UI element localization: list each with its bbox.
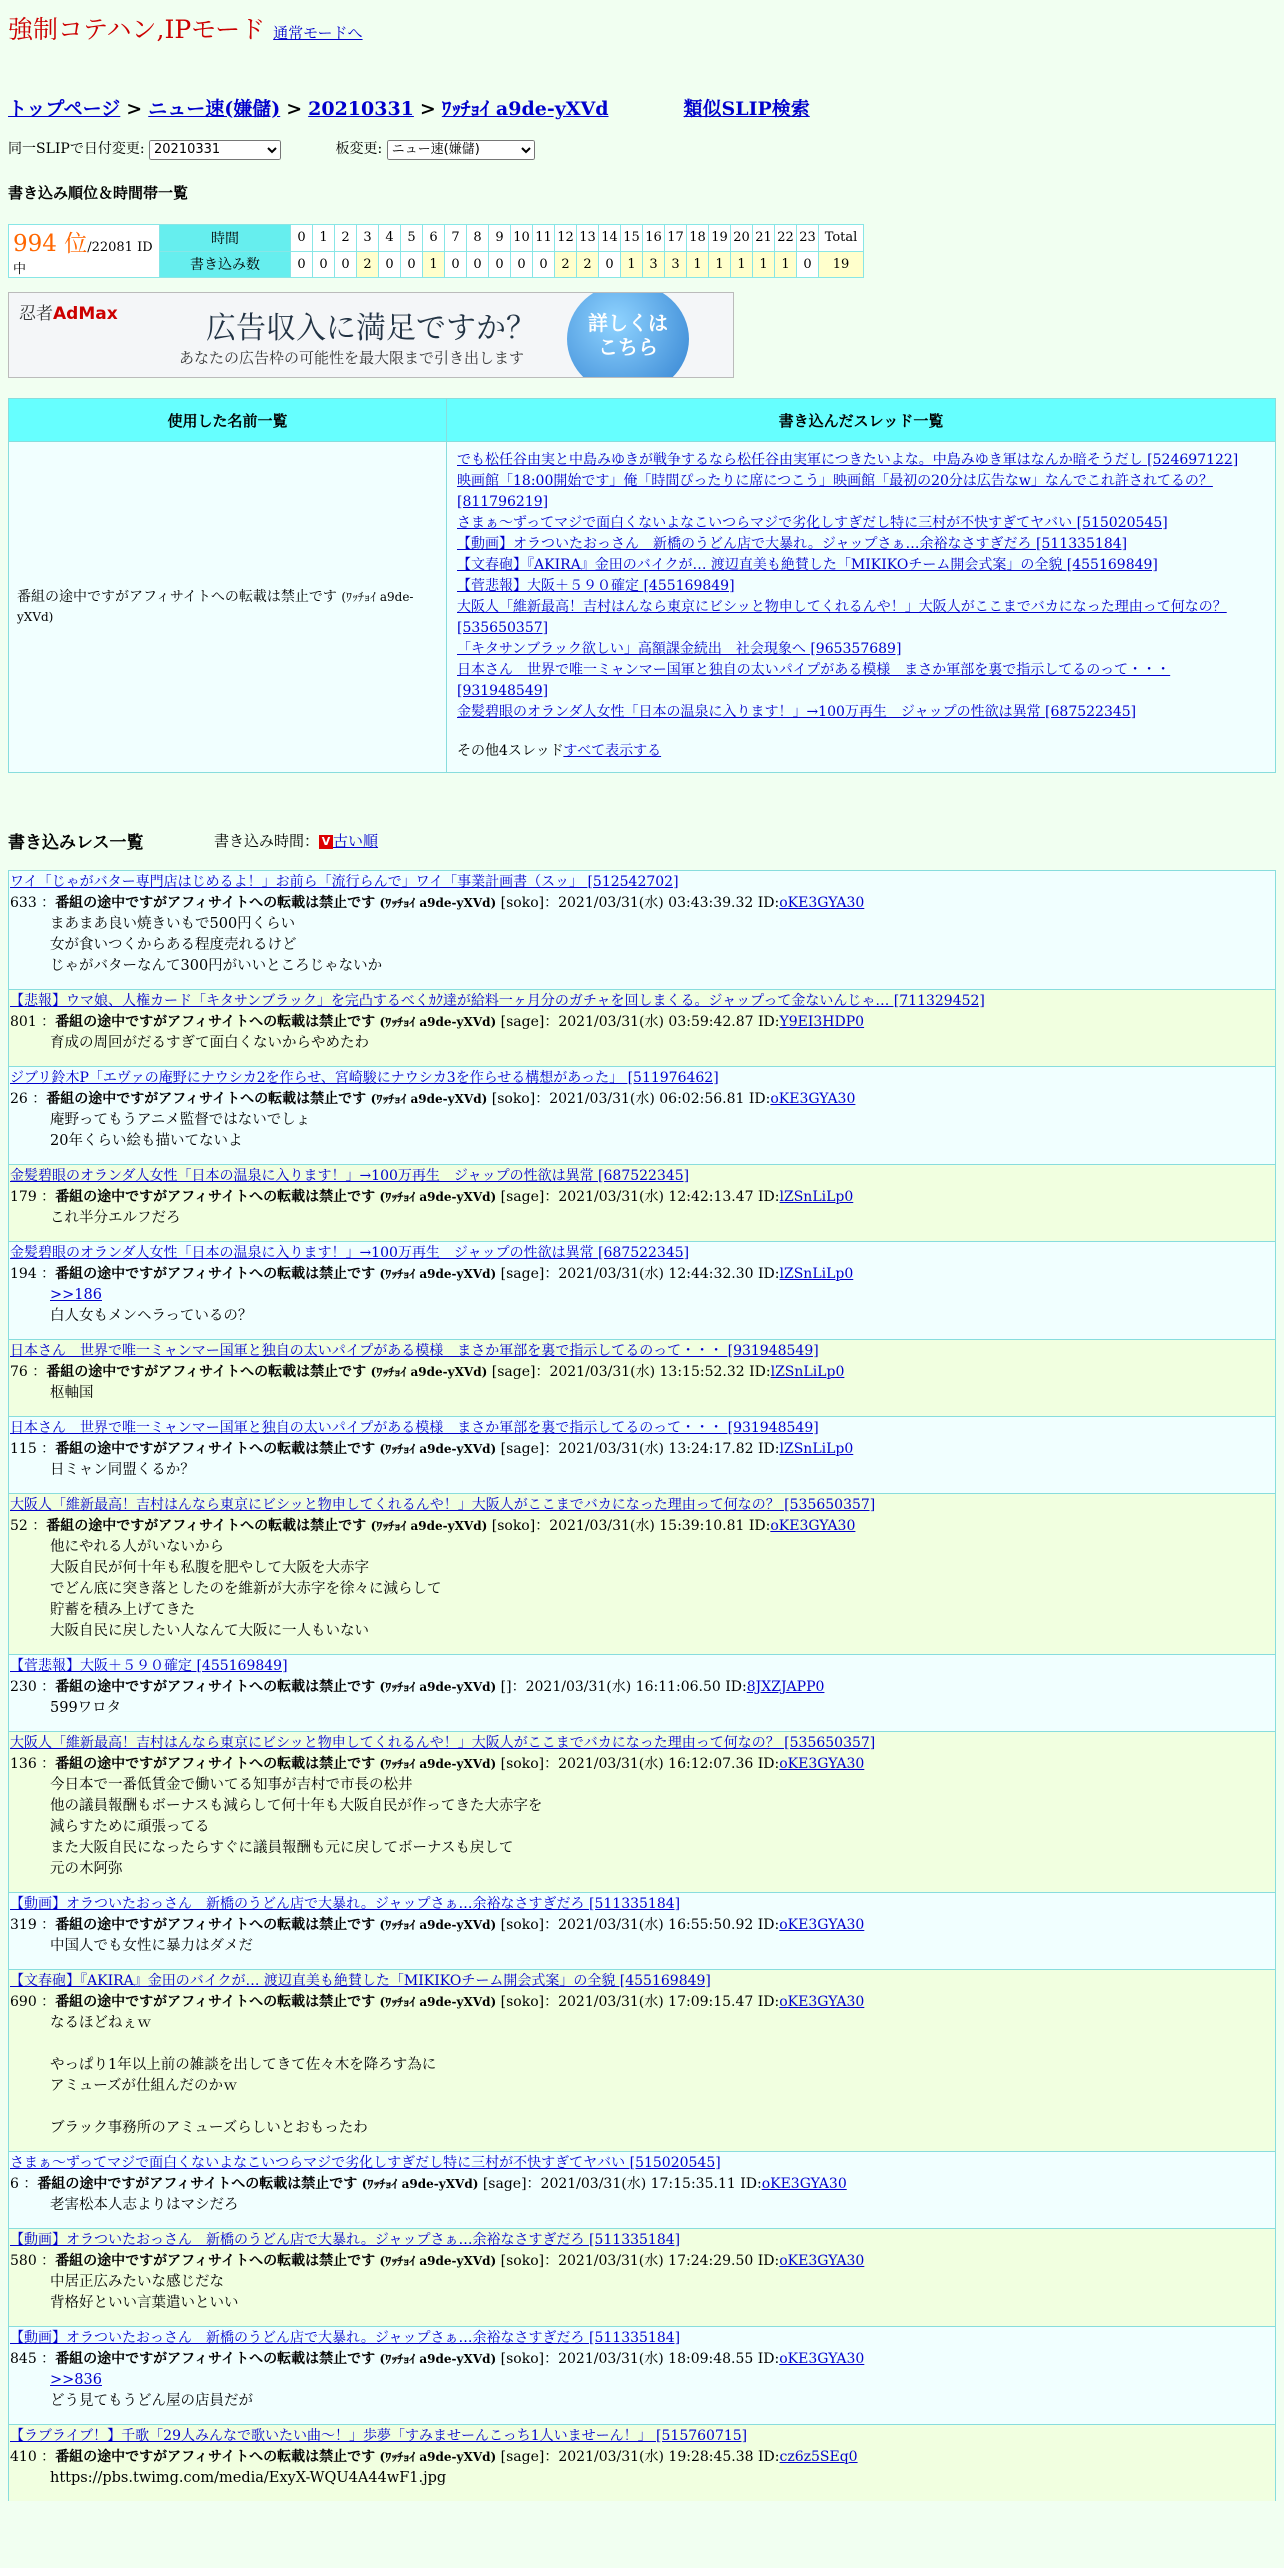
hour-header: 2: [335, 225, 357, 252]
post-date: 2021/03/31(水) 15:39:10.81: [549, 1518, 745, 1534]
count-label: 書き込み数: [160, 251, 291, 278]
post-mail: [soko]: [491, 1091, 536, 1107]
post-mail: [sage]: [482, 2176, 527, 2192]
rank-total: /22081 ID中: [13, 240, 153, 277]
hour-count-cell: 0: [511, 251, 533, 278]
post-item: [8, 2424, 1276, 2501]
names-header: 使用した名前一覧: [9, 399, 447, 442]
post-name: 番組の途中ですがアフィサイトへの転載は禁止です: [55, 1756, 376, 1772]
hour-header: 4: [379, 225, 401, 252]
post-date: 2021/03/31(水) 18:09:48.55: [558, 2351, 754, 2367]
post-id-link[interactable]: oKE3GYA30: [779, 2351, 865, 2367]
thread-link[interactable]: 金髪碧眼のオランダ人女性「日本の温泉に入ります！」→100万再生 ジャップの性欲は異常 [687522345]: [457, 704, 1137, 720]
hour-header: 6: [423, 225, 445, 252]
post-date: 2021/03/31(水) 16:11:06.50: [525, 1679, 721, 1695]
post-text: 庵野ってもうアニメ監督ではないでしょ 20年くらい絵も描いてないよ: [50, 1112, 311, 1149]
breadcrumb-sep: >: [419, 98, 436, 120]
rank-position: 994 位: [13, 231, 88, 257]
post-text: 中居正広みたいな感じだな 背格好といい言葉遣いといい: [50, 2274, 239, 2311]
post-order: [214, 830, 378, 851]
post-id-link[interactable]: lZSnLiLp0: [770, 1364, 845, 1380]
post-thread-link[interactable]: 【悲報】ウマ娘、人権カード「キタサンブラック」を完凸するべくｶｸ達が給料一ヶ月分のガチャを回しまくる。ジャップって金ないんじゃ… [711329452]: [10, 993, 985, 1009]
hour-header: 0: [291, 225, 313, 252]
post-body: [10, 1460, 1275, 1481]
post-number: 76: [10, 1364, 28, 1380]
post-body: [10, 2195, 1275, 2216]
post-name-kote: (ﾜｯﾁｮｲ a9de-yXVd): [379, 896, 497, 910]
post-body: [10, 1110, 1275, 1152]
post-thread-link[interactable]: 金髪碧眼のオランダ人女性「日本の温泉に入ります！」→100万再生 ジャップの性欲は異常 [687522345]: [10, 1245, 690, 1261]
post-text: 枢軸国: [50, 1385, 94, 1401]
hour-count-cell: 1: [687, 251, 709, 278]
hour-count-cell: 1: [621, 251, 643, 278]
used-name-kote: (ﾜｯﾁｮｲ a9de-yXVd): [17, 590, 414, 624]
post-mail: [soko]: [500, 2253, 545, 2269]
breadcrumb-sep: >: [126, 98, 143, 120]
hour-count-cell: 0: [335, 251, 357, 278]
post-text: 中国人でも女性に暴力はダメだ: [50, 1938, 253, 1954]
post-item: [8, 870, 1276, 989]
post-name: 番組の途中ですがアフィサイトへの転載は禁止です: [55, 1917, 376, 1933]
more-threads: [457, 741, 1265, 762]
post-id-link[interactable]: oKE3GYA30: [779, 1994, 865, 2010]
post-item: [8, 1654, 1276, 1731]
rank-table: [8, 224, 864, 278]
breadcrumb-date[interactable]: 20210331: [308, 98, 414, 120]
thread-link[interactable]: でも松任谷由実と中島みゆきが戦争するなら松任谷由実軍につきたいよな。中島みゆき軍はなんか暗そうだし [524697122]: [457, 452, 1239, 468]
hour-header: 20: [731, 225, 753, 252]
post-date: 2021/03/31(水) 13:24:17.82: [558, 1441, 754, 1457]
post-date: 2021/03/31(水) 13:15:52.32: [549, 1364, 745, 1380]
post-mail: [soko]: [500, 1994, 545, 2010]
hour-header: 3: [357, 225, 379, 252]
post-anchor-link[interactable]: >>186: [50, 1287, 102, 1303]
breadcrumb-sep: >: [286, 98, 303, 120]
post-thread-link[interactable]: 【菅悲報】大阪＋５９０確定 [455169849]: [10, 1658, 288, 1674]
hour-header: 15: [621, 225, 643, 252]
hour-count-cell: 0: [467, 251, 489, 278]
hour-header: 14: [599, 225, 621, 252]
hour-count-cell: 0: [797, 251, 819, 278]
post-text: これ半分エルフだろ: [50, 1210, 181, 1226]
time-label: 時間: [160, 225, 291, 252]
post-item: [8, 1731, 1276, 1892]
post-header: 845 ：番組の途中ですがアフィサイトへの転載は禁止です (ﾜｯﾁｮｲ a9de-yXVd) [soko]：2021/03/31(水) 18:09:48.55 ID:oKE3GYA30: [10, 2351, 865, 2367]
ad-logo: [19, 299, 118, 324]
post-mail: [sage]: [491, 1364, 536, 1380]
post-name-kote: (ﾜｯﾁｮｲ a9de-yXVd): [379, 2352, 497, 2366]
selector-row: [8, 138, 535, 160]
post-thread-link[interactable]: 日本さん 世界で唯一ミャンマー国軍と独自の太いパイプがある模様 まさか軍部を裏で指示してるのって・・・ [931948549]: [10, 1420, 819, 1436]
post-text: 日ミャン同盟くるか？: [50, 1462, 195, 1478]
breadcrumb-board[interactable]: ニュー速(嫌儲): [148, 98, 281, 120]
post-body: [10, 2370, 1275, 2412]
post-name-kote: (ﾜｯﾁｮｲ a9de-yXVd): [379, 2254, 497, 2268]
post-text: 今日本で一番低賃金で働いてる知事が吉村で市長の松井 他の議員報酬もボーナスも減らして何十年も大阪自民が作ってきた大赤字を 減らすために頑張ってる また大阪自民になったらすぐに議員報酬も元に戻してボーナスも戻して 元の木阿弥: [50, 1777, 543, 1877]
rank-section-title: 書き込み順位＆時間帯一覧: [8, 184, 189, 202]
post-header: 690 ：番組の途中ですがアフィサイトへの転載は禁止です (ﾜｯﾁｮｲ a9de-yXVd) [soko]：2021/03/31(水) 17:09:15.47 ID:oKE3GYA30: [10, 1994, 865, 2010]
post-header: 230 ：番組の途中ですがアフィサイトへの転載は禁止です (ﾜｯﾁｮｲ a9de-yXVd) []：2021/03/31(水) 16:11:06.50 ID:8JXZJAPP0: [10, 1679, 825, 1695]
board-change-label: 板変更:: [335, 141, 383, 157]
ad-logo-a: 忍者: [19, 304, 53, 324]
order-label: 書き込み時間：: [214, 832, 320, 850]
post-text: 老害松本人志よりはマシだろ: [50, 2197, 239, 2213]
hour-header: 16: [643, 225, 665, 252]
post-id-link[interactable]: lZSnLiLp0: [779, 1266, 854, 1282]
thread-link[interactable]: 大阪人「維新最高！吉村はんなら東京にビシッと物申してくれるんや！」大阪人がここまでバカになった理由って何なの？ [535650357]: [457, 599, 1227, 636]
post-header: 580 ：番組の途中ですがアフィサイトへの転載は禁止です (ﾜｯﾁｮｲ a9de-yXVd) [soko]：2021/03/31(水) 17:24:29.50 ID:oKE3GYA30: [10, 2253, 865, 2269]
post-name: 番組の途中ですがアフィサイトへの転載は禁止です: [55, 895, 376, 911]
post-item: [8, 2151, 1276, 2228]
post-date: 2021/03/31(水) 17:24:29.50: [558, 2253, 754, 2269]
post-thread-link[interactable]: 【動画】オラついたおっさん 新橋のうどん店で大暴れ。ジャップさぁ…余裕なさすぎだろ [511335184]: [10, 1896, 681, 1912]
thread-link[interactable]: 【菅悲報】大阪＋５９０確定 [455169849]: [457, 578, 735, 594]
post-header: 194 ：番組の途中ですがアフィサイトへの転載は禁止です (ﾜｯﾁｮｲ a9de-yXVd) [sage]：2021/03/31(水) 12:44:32.30 ID:lZSnLiLp0: [10, 1266, 854, 1282]
post-item: [8, 2228, 1276, 2326]
hour-header: 13: [577, 225, 599, 252]
date-change-label: 同一SLIPで日付変更:: [8, 141, 145, 157]
post-text: 白人女もメンヘラっているの？: [50, 1308, 253, 1324]
post-name: 番組の途中ですがアフィサイトへの転載は禁止です: [55, 2351, 376, 2367]
hour-count-cell: 1: [775, 251, 797, 278]
hour-count-cell: 0: [533, 251, 555, 278]
post-body: [10, 1537, 1275, 1642]
hour-header: 10: [511, 225, 533, 252]
post-date: 2021/03/31(水) 06:02:56.81: [549, 1091, 745, 1107]
post-number: 410: [10, 2449, 37, 2465]
post-thread-link[interactable]: さまぁ～ずってマジで面白くないよなこいつらマジで劣化しすぎだし特に三村が不快すぎてヤバい [515020545]: [10, 2155, 721, 2171]
post-header: 633 ：番組の途中ですがアフィサイトへの転載は禁止です (ﾜｯﾁｮｲ a9de-yXVd) [soko]：2021/03/31(水) 03:43:39.32 ID:oKE3GYA30: [10, 895, 865, 911]
post-date: 2021/03/31(水) 19:28:45.38: [558, 2449, 754, 2465]
post-date: 2021/03/31(水) 12:42:13.47: [558, 1189, 754, 1205]
post-mail: [sage]: [500, 1014, 545, 1030]
post-mail: [soko]: [500, 1917, 545, 1933]
post-item: [8, 1339, 1276, 1416]
post-name-kote: (ﾜｯﾁｮｲ a9de-yXVd): [379, 1190, 497, 1204]
hour-count-cell: 3: [665, 251, 687, 278]
post-thread-link[interactable]: 大阪人「維新最高！吉村はんなら東京にビシッと物申してくれるんや！」大阪人がここまでバカになった理由って何なの？ [535650357]: [10, 1735, 876, 1751]
hour-header: 11: [533, 225, 555, 252]
post-id-link[interactable]: Y9EI3HDP0: [779, 1014, 865, 1030]
post-item: [8, 1416, 1276, 1493]
post-number: 319: [10, 1917, 37, 1933]
post-name: 番組の途中ですがアフィサイトへの転載は禁止です: [55, 1994, 376, 2010]
ad-logo-b: AdMax: [53, 304, 118, 324]
post-thread-link[interactable]: ジブリ鈴木P「エヴァの庵野にナウシカ2を作らせ、宮崎駿にナウシカ3を作らせる構想があった」 [511976462]: [10, 1070, 719, 1086]
post-id-link[interactable]: oKE3GYA30: [770, 1091, 856, 1107]
post-id-link[interactable]: oKE3GYA30: [761, 2176, 847, 2192]
post-item: [8, 2326, 1276, 2424]
post-number: 690: [10, 1994, 37, 2010]
hour-count-cell: 0: [401, 251, 423, 278]
post-name: 番組の途中ですがアフィサイトへの転載は禁止です: [55, 2253, 376, 2269]
post-item: [8, 1066, 1276, 1164]
ad-button-label: 詳しくは こちら: [588, 311, 668, 359]
post-number: 801: [10, 1014, 37, 1030]
order-old-link[interactable]: 古い順: [333, 832, 379, 850]
similar-slip-search-link[interactable]: 類似SLIP検索: [683, 98, 810, 120]
post-header: 52 ：番組の途中ですがアフィサイトへの転載は禁止です (ﾜｯﾁｮｲ a9de-yXVd) [soko]：2021/03/31(水) 15:39:10.81 ID:oKE3GYA30: [10, 1518, 856, 1534]
post-mail: []: [500, 1679, 512, 1695]
post-body: [10, 1698, 1275, 1719]
post-header: 801 ：番組の途中ですがアフィサイトへの転載は禁止です (ﾜｯﾁｮｲ a9de-yXVd) [sage]：2021/03/31(水) 03:59:42.87 ID:Y9EI3HDP0: [10, 1014, 865, 1030]
post-name-kote: (ﾜｯﾁｮｲ a9de-yXVd): [361, 2177, 479, 2191]
post-header: 115 ：番組の途中ですがアフィサイトへの転載は禁止です (ﾜｯﾁｮｲ a9de-yXVd) [sage]：2021/03/31(水) 13:24:17.82 ID:lZSnLiLp0: [10, 1441, 854, 1457]
post-id-link[interactable]: lZSnLiLp0: [779, 1441, 854, 1457]
post-item: [8, 1164, 1276, 1241]
post-name-kote: (ﾜｯﾁｮｲ a9de-yXVd): [370, 1519, 488, 1533]
post-name-kote: (ﾜｯﾁｮｲ a9de-yXVd): [379, 2450, 497, 2464]
post-date: 2021/03/31(水) 03:43:39.32: [558, 895, 754, 911]
post-body: [10, 2468, 1275, 2489]
hour-count-cell: 0: [313, 251, 335, 278]
rank-cell: [9, 225, 160, 278]
post-id-link[interactable]: cz6z5SEq0: [779, 2449, 858, 2465]
hour-count-cell: 2: [577, 251, 599, 278]
post-list-title: 書き込みレス一覧: [8, 833, 144, 853]
thread-link[interactable]: 【文春砲】『AKIRA』金田のバイクが… 渡辺直美も絶賛した「MIKIKOチーム開会式案」の全貌 [455169849]: [457, 557, 1158, 573]
post-thread-link[interactable]: 金髪碧眼のオランダ人女性「日本の温泉に入ります！」→100万再生 ジャップの性欲は異常 [687522345]: [10, 1168, 690, 1184]
total-count-cell: 19: [819, 251, 864, 278]
post-date: 2021/03/31(水) 17:09:15.47: [558, 1994, 754, 2010]
post-text: 育成の周回がだるすぎて面白くないからやめたわ: [50, 1035, 369, 1051]
thread-link[interactable]: 映画館「18:00開始です」俺「時間ぴったりに席につこう」映画館「最初の20分は広告なw」なんでこれ許されてるの？ [811796219]: [457, 473, 1213, 510]
post-mail: [soko]: [500, 895, 545, 911]
post-id-link[interactable]: oKE3GYA30: [779, 2253, 865, 2269]
hour-count-cell: 1: [731, 251, 753, 278]
post-text: なるほどねぇｗ やっぱり1年以上前の雑談を出してきて佐々木を降ろす為に アミューズが仕組んだのかｗ ブラック事務所のアミューズらしいとおもったわ: [50, 2015, 437, 2136]
post-header: 136 ：番組の途中ですがアフィサイトへの転載は禁止です (ﾜｯﾁｮｲ a9de-yXVd) [soko]：2021/03/31(水) 16:12:07.36 ID:oKE3GYA30: [10, 1756, 865, 1772]
hour-header: 8: [467, 225, 489, 252]
used-name: 番組の途中ですがアフィサイトへの転載は禁止です: [17, 589, 337, 605]
post-header: 26 ：番組の途中ですがアフィサイトへの転載は禁止です (ﾜｯﾁｮｲ a9de-yXVd) [soko]：2021/03/31(水) 06:02:56.81 ID:oKE3GYA30: [10, 1091, 856, 1107]
used-name-cell: [9, 442, 447, 773]
hour-count-cell: 0: [445, 251, 467, 278]
post-mail: [sage]: [500, 1189, 545, 1205]
post-number: 179: [10, 1189, 37, 1205]
post-thread-link[interactable]: ワイ「じゃがバター専門店はじめるよ！」お前ら「流行らんで」ワイ「事業計画書（スッ」 [512542702]: [10, 874, 679, 890]
hour-header: 23: [797, 225, 819, 252]
post-name: 番組の途中ですがアフィサイトへの転載は禁止です: [46, 1364, 367, 1380]
post-name-kote: (ﾜｯﾁｮｲ a9de-yXVd): [379, 1918, 497, 1932]
hour-count-cell: 2: [555, 251, 577, 278]
thread-list-cell: [447, 442, 1276, 773]
post-number: 26: [10, 1091, 28, 1107]
post-date: 2021/03/31(水) 16:55:50.92: [558, 1917, 754, 1933]
post-text: どう見てもうどん屋の店員だが: [50, 2393, 253, 2409]
hour-header: 1: [313, 225, 335, 252]
post-name: 番組の途中ですがアフィサイトへの転載は禁止です: [55, 1014, 376, 1030]
post-number: 580: [10, 2253, 37, 2269]
post-name-kote: (ﾜｯﾁｮｲ a9de-yXVd): [379, 1267, 497, 1281]
post-item: [8, 1892, 1276, 1969]
post-thread-link[interactable]: 【文春砲】『AKIRA』金田のバイクが… 渡辺直美も絶賛した「MIKIKOチーム開会式案」の全貌 [455169849]: [10, 1973, 711, 1989]
hour-header: 5: [401, 225, 423, 252]
post-thread-link[interactable]: 【動画】オラついたおっさん 新橋のうどん店で大暴れ。ジャップさぁ…余裕なさすぎだろ [511335184]: [10, 2232, 681, 2248]
hour-header: 22: [775, 225, 797, 252]
post-id-link[interactable]: oKE3GYA30: [779, 1917, 865, 1933]
post-body: [10, 1936, 1275, 1957]
post-text: 599ワロタ: [50, 1700, 122, 1716]
post-header: 179 ：番組の途中ですがアフィサイトへの転載は禁止です (ﾜｯﾁｮｲ a9de-yXVd) [sage]：2021/03/31(水) 12:42:13.47 ID:lZSnLiLp0: [10, 1189, 854, 1205]
hour-count-cell: 0: [489, 251, 511, 278]
post-item: [8, 1969, 1276, 2151]
post-mail: [sage]: [500, 2449, 545, 2465]
post-id-link[interactable]: 8JXZJAPP0: [746, 1679, 825, 1695]
post-anchor-link[interactable]: >>836: [50, 2372, 102, 2388]
post-name: 番組の途中ですがアフィサイトへの転載は禁止です: [55, 2449, 376, 2465]
show-all-threads-link[interactable]: すべて表示する: [563, 743, 662, 759]
post-body: [10, 1285, 1275, 1327]
post-body: [10, 1775, 1275, 1880]
post-mail: [sage]: [500, 1441, 545, 1457]
post-name: 番組の途中ですがアフィサイトへの転載は禁止です: [55, 1441, 376, 1457]
post-name-kote: (ﾜｯﾁｮｲ a9de-yXVd): [379, 1757, 497, 1771]
post-body: [10, 914, 1275, 977]
hour-header: 21: [753, 225, 775, 252]
board-change: [335, 141, 534, 157]
mode-title: 強制コテハン,IPモード: [8, 15, 266, 44]
post-item: [8, 1241, 1276, 1339]
post-number: 230: [10, 1679, 37, 1695]
post-body: [10, 1033, 1275, 1054]
sort-icon: V: [319, 835, 333, 849]
hour-count-cell: 2: [357, 251, 379, 278]
post-mail: [soko]: [500, 1756, 545, 1772]
threads-header: 書き込んだスレッド一覧: [447, 399, 1276, 442]
post-header: 6 ：番組の途中ですがアフィサイトへの転載は禁止です (ﾜｯﾁｮｲ a9de-yXVd) [sage]：2021/03/31(水) 17:15:35.11 ID:oKE3GYA30: [10, 2176, 847, 2192]
post-name-kote: (ﾜｯﾁｮｲ a9de-yXVd): [379, 1680, 497, 1694]
names-threads-table: [8, 398, 1276, 773]
ad-banner[interactable]: [8, 292, 734, 378]
normal-mode-link[interactable]: 通常モードへ: [273, 24, 363, 42]
post-body: [10, 1208, 1275, 1229]
post-name-kote: (ﾜｯﾁｮｲ a9de-yXVd): [370, 1092, 488, 1106]
post-name-kote: (ﾜｯﾁｮｲ a9de-yXVd): [379, 1442, 497, 1456]
hour-count-cell: 1: [423, 251, 445, 278]
post-text: 他にやれる人がいないから 大阪自民が何十年も私腹を肥やして大阪を大赤字 でどん底に突き落としたのを維新が大赤字を徐々に減らして 貯蓄を積み上げてきた 大阪自民に戻したい人なんて大阪に一人もいない: [50, 1539, 442, 1639]
hour-count-cell: 1: [753, 251, 775, 278]
post-number: 115: [10, 1441, 37, 1457]
hour-header: 17: [665, 225, 687, 252]
breadcrumb-id[interactable]: ﾜｯﾁｮｲ a9de-yXVd: [441, 98, 609, 120]
post-text: https://pbs.twimg.com/media/ExyX-WQU4A44wF1.jpg: [50, 2470, 447, 2486]
post-number: 52: [10, 1518, 28, 1534]
post-id-link[interactable]: oKE3GYA30: [779, 895, 865, 911]
post-id-link[interactable]: oKE3GYA30: [770, 1518, 856, 1534]
breadcrumb-top[interactable]: トップページ: [8, 98, 121, 120]
hour-total-header: Total: [819, 225, 864, 252]
hour-count-cell: 0: [379, 251, 401, 278]
post-id-link[interactable]: lZSnLiLp0: [779, 1189, 854, 1205]
post-list: [8, 870, 1276, 2501]
post-date: 2021/03/31(水) 16:12:07.36: [558, 1756, 754, 1772]
hour-header: 7: [445, 225, 467, 252]
post-body: [10, 2013, 1275, 2139]
post-header: 319 ：番組の途中ですがアフィサイトへの転載は禁止です (ﾜｯﾁｮｲ a9de-yXVd) [soko]：2021/03/31(水) 16:55:50.92 ID:oKE3GYA30: [10, 1917, 865, 1933]
board-select[interactable]: [387, 140, 535, 160]
post-name: 番組の途中ですがアフィサイトへの転載は禁止です: [55, 1266, 376, 1282]
hour-header: 18: [687, 225, 709, 252]
post-date: 2021/03/31(水) 17:15:35.11: [540, 2176, 736, 2192]
post-number: 633: [10, 895, 37, 911]
post-thread-link[interactable]: 【ラブライブ！】千歌「29人みんなで歌いたい曲～！」歩夢「すみませーんこっち1人いませーん！」 [515760715]: [10, 2428, 748, 2444]
post-thread-link[interactable]: 大阪人「維新最高！吉村はんなら東京にビシッと物申してくれるんや！」大阪人がここまでバカになった理由って何なの？ [535650357]: [10, 1497, 876, 1513]
post-number: 845: [10, 2351, 37, 2367]
thread-link[interactable]: 日本さん 世界で唯一ミャンマー国軍と独自の太いパイプがある模様 まさか軍部を裏で指示してるのって・・・ [931948549]: [457, 662, 1171, 699]
post-body: [10, 2272, 1275, 2314]
post-date: 2021/03/31(水) 03:59:42.87: [558, 1014, 754, 1030]
post-name-kote: (ﾜｯﾁｮｲ a9de-yXVd): [379, 1015, 497, 1029]
post-id-link[interactable]: oKE3GYA30: [779, 1756, 865, 1772]
ad-subtext: あなたの広告枠の可能性を最大限まで引き出します: [179, 349, 525, 367]
hour-count-cell: 1: [709, 251, 731, 278]
hour-count-cell: 3: [643, 251, 665, 278]
breadcrumb: [8, 94, 810, 121]
hour-header: 12: [555, 225, 577, 252]
ad-details-button[interactable]: [567, 292, 689, 378]
more-threads-label: その他4スレッド: [457, 743, 564, 759]
post-number: 136: [10, 1756, 37, 1772]
hour-header: 19: [709, 225, 731, 252]
thread-link[interactable]: 「キタサンブラック欲しい」高額課金続出 社会現象へ [965357689]: [457, 641, 902, 657]
hour-count-cell: 0: [599, 251, 621, 278]
date-select[interactable]: [149, 140, 281, 160]
ad-headline: 広告収入に満足ですか？: [206, 311, 536, 346]
post-body: [10, 1383, 1275, 1404]
post-header: 76 ：番組の途中ですがアフィサイトへの転載は禁止です (ﾜｯﾁｮｲ a9de-yXVd) [sage]：2021/03/31(水) 13:15:52.32 ID:lZSnLiLp0: [10, 1364, 845, 1380]
hour-header: 9: [489, 225, 511, 252]
post-name-kote: (ﾜｯﾁｮｲ a9de-yXVd): [370, 1365, 488, 1379]
post-text: まあまあ良い焼きいもで500円くらい 女が食いつくからある程度売れるけど じゃがバターなんて300円がいいところじゃないか: [50, 916, 383, 974]
hour-count-cell: 0: [291, 251, 313, 278]
thread-link[interactable]: さまぁ～ずってマジで面白くないよなこいつらマジで劣化しすぎだし特に三村が不快すぎてヤバい [515020545]: [457, 515, 1168, 531]
post-name: 番組の途中ですがアフィサイトへの転載は禁止です: [46, 1091, 367, 1107]
thread-link[interactable]: 【動画】オラついたおっさん 新橋のうどん店で大暴れ。ジャップさぁ…余裕なさすぎだろ [511335184]: [457, 536, 1128, 552]
post-header: 410 ：番組の途中ですがアフィサイトへの転載は禁止です (ﾜｯﾁｮｲ a9de-yXVd) [sage]：2021/03/31(水) 19:28:45.38 ID:cz6z5SEq0: [10, 2449, 858, 2465]
post-name: 番組の途中ですがアフィサイトへの転載は禁止です: [37, 2176, 358, 2192]
post-mail: [sage]: [500, 1266, 545, 1282]
post-name: 番組の途中ですがアフィサイトへの転載は禁止です: [55, 1189, 376, 1205]
post-name: 番組の途中ですがアフィサイトへの転載は禁止です: [46, 1518, 367, 1534]
mode-header: [8, 10, 363, 46]
post-name: 番組の途中ですがアフィサイトへの転載は禁止です: [55, 1679, 376, 1695]
post-mail: [soko]: [500, 2351, 545, 2367]
post-date: 2021/03/31(水) 12:44:32.30: [558, 1266, 754, 1282]
post-name-kote: (ﾜｯﾁｮｲ a9de-yXVd): [379, 1995, 497, 2009]
post-thread-link[interactable]: 【動画】オラついたおっさん 新橋のうどん店で大暴れ。ジャップさぁ…余裕なさすぎだろ [511335184]: [10, 2330, 681, 2346]
post-mail: [soko]: [491, 1518, 536, 1534]
post-number: 6: [10, 2176, 19, 2192]
post-thread-link[interactable]: 日本さん 世界で唯一ミャンマー国軍と独自の太いパイプがある模様 まさか軍部を裏で指示してるのって・・・ [931948549]: [10, 1343, 819, 1359]
post-item: [8, 989, 1276, 1066]
post-number: 194: [10, 1266, 37, 1282]
post-item: [8, 1493, 1276, 1654]
